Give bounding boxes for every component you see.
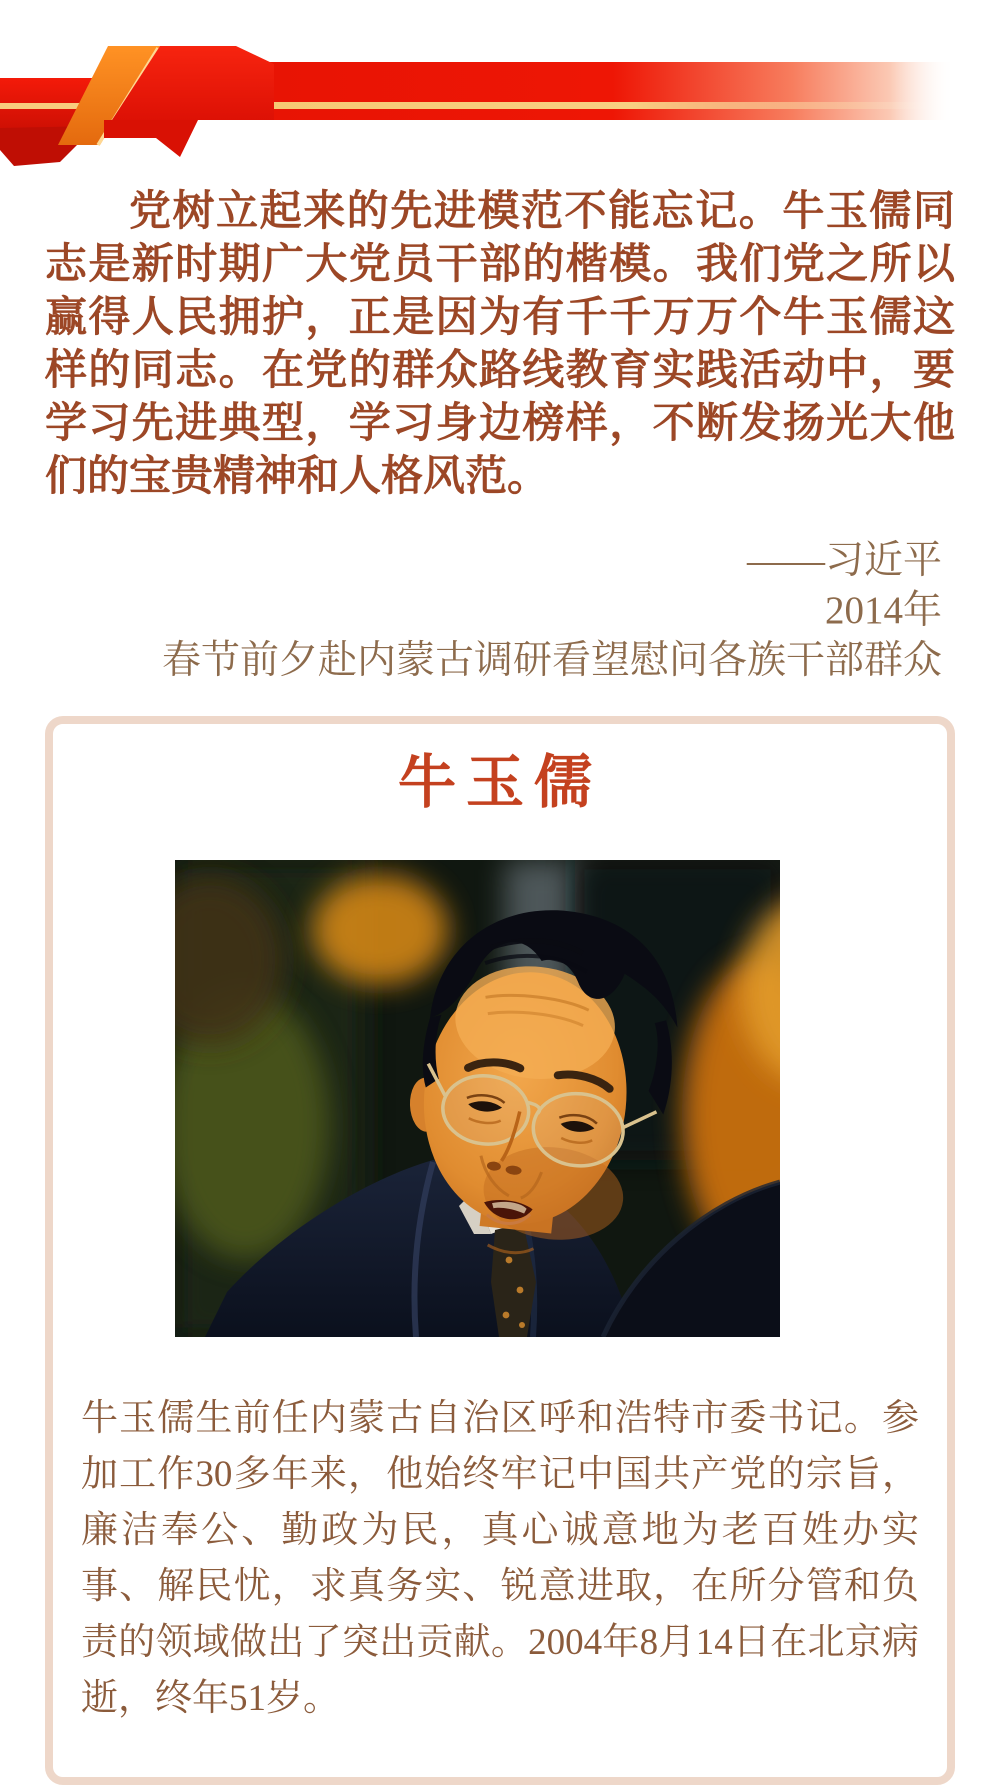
portrait-graphic: [175, 860, 780, 1337]
attribution-block: [0, 536, 942, 686]
attribution-occasion: 春节前夕赴内蒙古调研看望慰问各族干部群众: [161, 639, 942, 682]
quote-text: 党树立起来的先进模范不能忘记。牛玉儒同志是新时期广大党员干部的楷模。我们党之所以赢得人民拥护，正是因为有千千万万个牛玉儒这样的同志。在党的群众路线教育实践活动中，要学习先进典型，学习身边榜样，不断发扬光大他们的宝贵精神和人格风范。: [45, 187, 955, 499]
ribbon-banner: [0, 0, 1000, 168]
attribution-year: 2014年: [824, 589, 942, 632]
profile-box: [45, 716, 955, 1785]
profile-bio: 牛玉儒生前任内蒙古自治区呼和浩特市委书记。参加工作30多年来，他始终牢记中国共产党的宗旨，廉洁奉公、勤政为民，真心诚意地为老百姓办实事、解民忧，求真务实、锐意进取，在所分管和负责的领域做出了突出贡献。2004年8月14日在北京病逝，终年51岁。: [81, 1398, 919, 1719]
ribbon-graphic: [0, 0, 1000, 168]
profile-name: 牛玉儒: [397, 750, 602, 815]
attribution-author: ——习近平: [746, 539, 942, 582]
niu-yuru-photo: [175, 860, 780, 1337]
